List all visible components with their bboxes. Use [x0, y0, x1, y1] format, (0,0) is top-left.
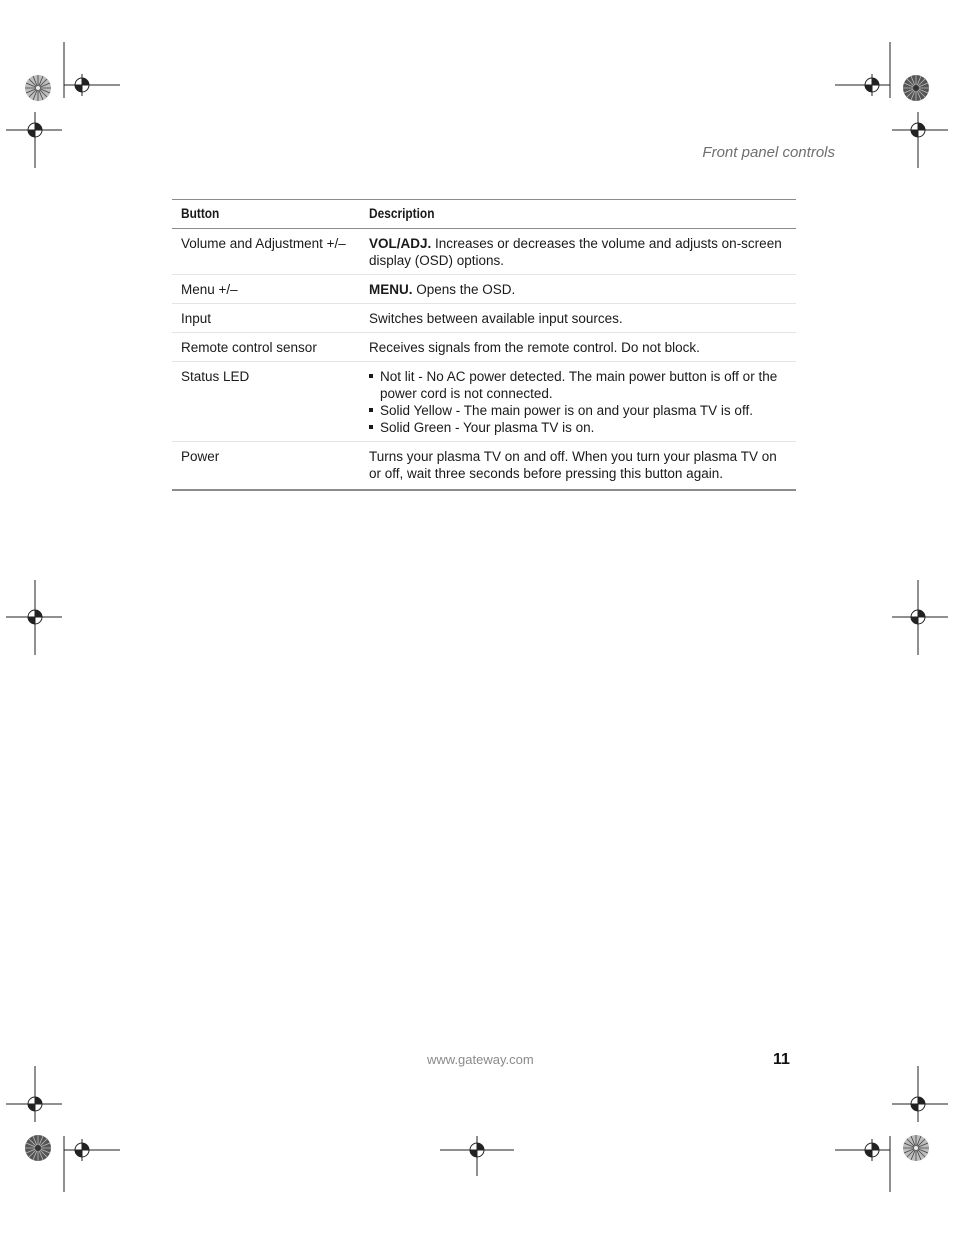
footer-url: www.gateway.com — [427, 1052, 534, 1067]
button-cell: Input — [172, 304, 360, 333]
description-cell — [360, 275, 796, 304]
button-cell: Power — [172, 442, 360, 491]
description-cell: Switches between available input sources. — [360, 304, 796, 333]
description-cell — [360, 229, 796, 275]
table-row — [172, 442, 796, 491]
running-header: Front panel controls — [702, 144, 835, 161]
table-row — [172, 229, 796, 275]
column-header-description-label: Description — [369, 205, 435, 221]
button-cell: Volume and Adjustment +/– — [172, 229, 360, 275]
description-cell — [360, 362, 796, 442]
description-bold-prefix: VOL/ADJ. — [369, 236, 432, 251]
controls-table-container — [172, 199, 796, 491]
list-item: Solid Yellow - The main power is on and your plasma TV is off. — [369, 402, 788, 419]
table-row — [172, 304, 796, 333]
description-cell: Turns your plasma TV on and off. When you turn your plasma TV on or off, wait three seconds before pressing this button again. — [360, 442, 796, 491]
page-number: 11 — [773, 1051, 790, 1068]
column-header-button — [172, 200, 360, 229]
table-header-row — [172, 200, 796, 229]
description-text: Increases or decreases the volume and adjusts on-screen display (OSD) options. — [369, 236, 782, 268]
list-item: Not lit - No AC power detected. The main power button is off or the power cord is not connected. — [369, 368, 788, 402]
status-led-bullet-list — [369, 368, 788, 436]
description-cell: Receives signals from the remote control. Do not block. — [360, 333, 796, 362]
description-text: Opens the OSD. — [412, 282, 516, 297]
table-row — [172, 275, 796, 304]
description-bold-prefix: MENU. — [369, 282, 413, 297]
list-item: Solid Green - Your plasma TV is on. — [369, 419, 788, 436]
button-cell: Menu +/– — [172, 275, 360, 304]
column-header-description — [360, 200, 796, 229]
button-cell: Remote control sensor — [172, 333, 360, 362]
table-row — [172, 333, 796, 362]
controls-table — [172, 199, 796, 491]
button-cell: Status LED — [172, 362, 360, 442]
table-row — [172, 362, 796, 442]
column-header-button-label: Button — [181, 205, 220, 221]
